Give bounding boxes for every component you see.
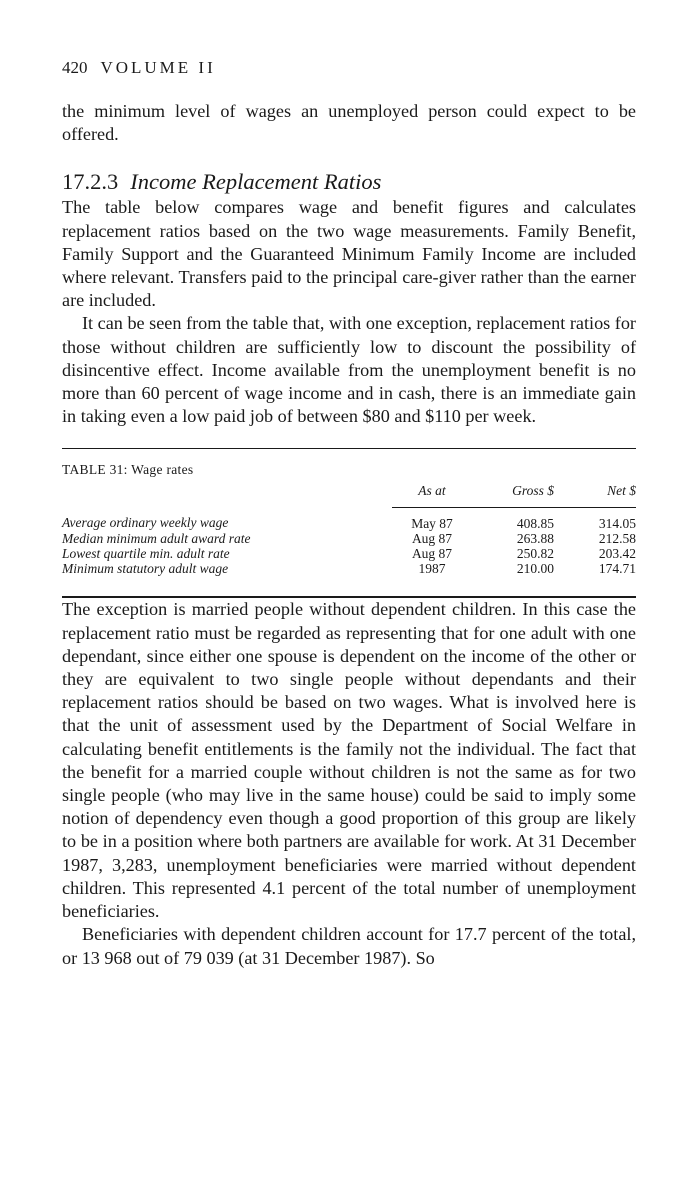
table-header-row (62, 483, 636, 507)
row-net: 212.58 (598, 530, 636, 546)
row-net: 203.42 (598, 546, 636, 562)
header-gross: Gross $ (472, 483, 554, 507)
paragraph-exception: The exception is married people without dependent children. In this case the replacement ratio must be regarded as representing that for one adult with one dependant, since either one spouse is dependent on the income of the other or they are equivalent to two single people without dependants and their replacement ratios should be based on two wages. What is involved here is that the unit of assessment used by the Department of Social Welfare in calculating benefit entitlements is the family not the individual. The fact that the benefit for a married couple without children is not the same as for two single people (who may live in the same house) could be said to imply some notion of dependency even though a good proportion of this group are likely to be in a position where both partners are available for work. At 31 December 1987, 3,283, unemployment beneficiaries were married without dependent children. This represented 4.1 percent of the total number of unemployment beneficiaries. (62, 599, 636, 922)
table-row (62, 531, 636, 546)
row-net: 174.71 (598, 561, 636, 577)
header-as-at: As at (392, 483, 472, 507)
row-as-at: May 87 (411, 515, 453, 531)
row-label: Minimum statutory adult wage (62, 561, 229, 577)
wage-rates-table-block (62, 448, 636, 598)
row-gross: 263.88 (516, 530, 554, 546)
header-label-spacer (62, 483, 392, 507)
page-number: 420 (62, 58, 88, 77)
volume-label: VOLUME II (100, 58, 216, 77)
table-row (62, 507, 636, 531)
table-row (62, 546, 636, 561)
header-net: Net $ (554, 483, 636, 507)
row-gross: 210.00 (516, 561, 554, 577)
document-page (62, 56, 636, 970)
row-as-at: 1987 (418, 561, 446, 577)
row-gross: 250.82 (516, 546, 554, 562)
row-as-at: Aug 87 (411, 530, 453, 546)
row-label: Median minimum adult award rate (62, 530, 251, 546)
table-row (62, 561, 636, 576)
paragraph-beneficiaries: Beneficiaries with dependent children account for 17.7 percent of the total, or 13 968 out of 79 039 (at 31 December 1987). So (62, 924, 636, 968)
section-number: 17.2.3 (62, 169, 119, 195)
section-heading (62, 168, 636, 196)
running-head (62, 56, 636, 80)
row-as-at: Aug 87 (411, 546, 453, 562)
wage-rates-table (62, 483, 636, 576)
paragraph-intro: The table below compares wage and benefit figures and calculates replacement ratios based on the two wage measurements. Family Benefit, Family Support and the Guaranteed Minimum Family Income are included where relevant. Transfers paid to the principal care-giver rather than the earner are included. (62, 197, 636, 311)
table-title: TABLE 31: Wage rates (62, 462, 194, 478)
paragraph-continuation: the minimum level of wages an unemployed person could expect to be offered. (62, 101, 636, 145)
row-gross: 408.85 (516, 515, 554, 531)
row-net: 314.05 (598, 515, 636, 531)
row-label: Lowest quartile min. adult rate (62, 546, 230, 562)
section-title: Income Replacement Ratios (130, 169, 382, 195)
row-label: Average ordinary weekly wage (62, 515, 229, 531)
paragraph-replacement-ratios: It can be seen from the table that, with one exception, replacement ratios for those without children are sufficiently low to discount the possibility of disincentive effect. Income available from the unemployment benefit is no more than 60 percent of wage income and in cash, there is an immediate gain in taking even a low paid job of between $80 and $110 per week. (62, 313, 636, 427)
